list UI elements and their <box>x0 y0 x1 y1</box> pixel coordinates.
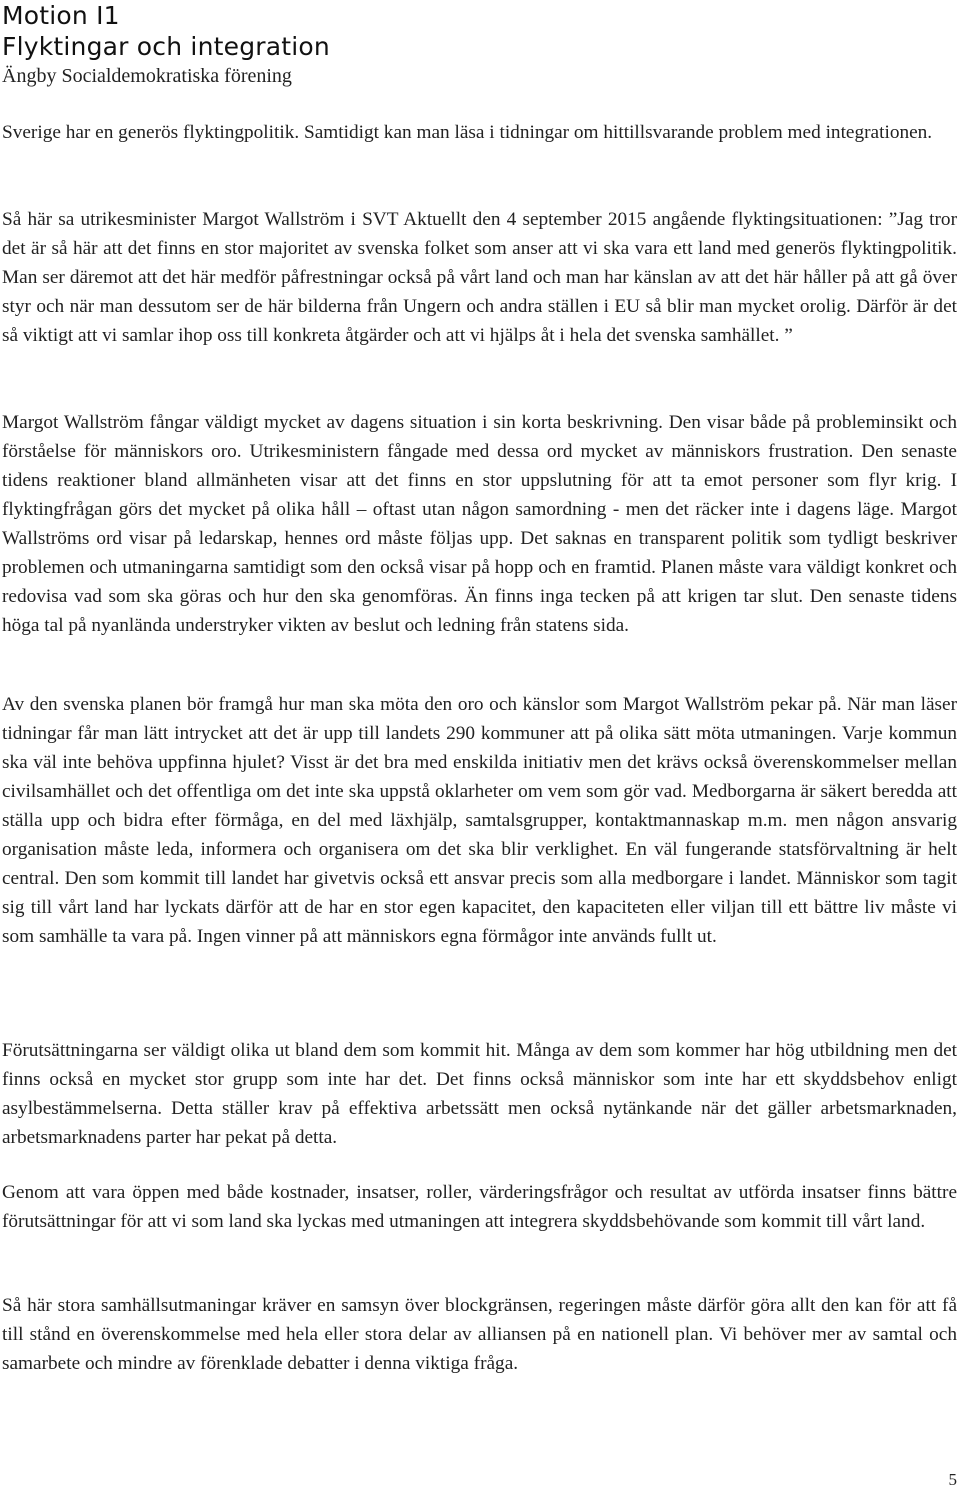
paragraph-text: Sverige har en generös flyktingpolitik. Samtidigt kan man läsa i tidningar om hittillsvarande problem med integrationen. <box>2 122 933 143</box>
paragraph-4 <box>2 690 957 951</box>
paragraph-text: Margot Wallström fångar väldigt mycket av dagens situation i sin korta beskrivning. Den visar både på probleminsikt och förståelse för människors oro. Utrikesministern fångade med dessa ord mycket av människors frustration. Den senaste tidens reaktioner bland allmänheten visar att det finns en stor uppslutning för att ta emot personer som flyr krig. I flyktingfrågan görs det mycket på olika håll – oftast utan någon samordning - men det räcker inte i dagens läge. Margot Wallströms ord visar på ledarskap, hennes ord måste följas upp. Det saknas en transparent politik som tydligt beskriver problemen och utmaningarna samtidigt som den också visar på hopp och en framtid. Planen måste vara väldigt konkret och redovisa vad som ska göras och hur den ska genomföras. Än finns inga tecken på att krigen tar slut. Den senaste tidens höga tal på nyanlända understryker vikten av beslut och ledning från statens sida. <box>2 412 957 636</box>
paragraph-text: Så här stora samhällsutmaningar kräver en samsyn över blockgränsen, regeringen måste därför göra allt den kan för att få till stånd en överenskommelse med hela eller stora delar av alliansen på en nationell plan. Vi behöver mer av samtal och samarbete och mindre av förenklade debatter i denna viktiga fråga. <box>2 1295 957 1374</box>
page-number: 5 <box>948 1470 957 1489</box>
paragraph-2 <box>2 205 957 350</box>
paragraph-text: Förutsättningarna ser väldigt olika ut bland dem som kommit hit. Många av dem som kommer har hög utbildning men det finns också en mycket stor grupp som inte har det. Det finns också människor som inte har ett skyddsbehov enligt asylbestämmelserna. Detta ställer krav på effektiva arbetssätt men också nytänkande när det gäller arbetsmarknaden, arbetsmarknadens parter har pekat på detta. <box>2 1040 957 1148</box>
motion-number: Motion I1 <box>2 1 120 30</box>
paragraph-5 <box>2 1036 957 1152</box>
header <box>2 0 330 90</box>
paragraph-7 <box>2 1291 957 1378</box>
paragraph-text: Så här sa utrikesminister Margot Wallström i SVT Aktuellt den 4 september 2015 angående flyktingsituationen: ”Jag tror det är så här att det finns en stor majoritet av svenska folket som anser att vi ska vara ett land med generös flyktingpolitik. Man ser däremot att det här medför påfrestningar också på vårt land och man har känslan av att det här håller på att gå över styr och när man dessutom ser de här bilderna från Ungern och andra ställen i EU så blir man mycket orolig. Därför är det så viktigt att vi samlar ihop oss till konkreta åtgärder och att vi hjälps åt i hela det svenska samhället. ” <box>2 209 957 346</box>
organization-name: Ängby Socialdemokratiska förening <box>2 65 292 87</box>
paragraph-1 <box>2 118 957 147</box>
motion-title: Flyktingar och integration <box>2 32 330 61</box>
paragraph-6 <box>2 1178 957 1236</box>
paragraph-text: Av den svenska planen bör framgå hur man ska möta den oro och känslor som Margot Wallström pekar på. När man läser tidningar får man lätt intrycket att det är upp till landets 290 kommuner att på olika sätt möta utmaningen. Varje kommun ska väl inte behöva uppfinna hjulet? Visst är det bra med enskilda initiativ men det krävs också överenskommelser mellan civilsamhället och det offentliga om det inte ska uppstå oklarheter om vem som gör vad. Medborgarna är säkert beredda att ställa upp och bidra efter förmåga, en del med läxhjälp, samtalsgrupper, kontaktmannaskap m.m. men någon ansvarig organisation måste leda, informera och organisera om det ska blir verklighet. En väl fungerande statsförvaltning är helt central. Den som kommit till landet har givetvis också ett ansvar precis som alla medborgare i landet. Människor som tagit sig till vårt land har lyckats därför att de har en stor egen kapacitet, den kapaciteten eller viljan till ett bättre liv måste vi som samhälle ta vara på. Ingen vinner på att människors egna förmågor inte används fullt ut. <box>2 694 957 947</box>
paragraph-text: Genom att vara öppen med både kostnader, insatser, roller, värderingsfrågor och resultat av utförda insatser finns bättre förutsättningar för att vi som land ska lyckas med utmaningen att integrera skyddsbehövande som kommit till vårt land. <box>2 1182 957 1232</box>
paragraph-3 <box>2 408 957 640</box>
